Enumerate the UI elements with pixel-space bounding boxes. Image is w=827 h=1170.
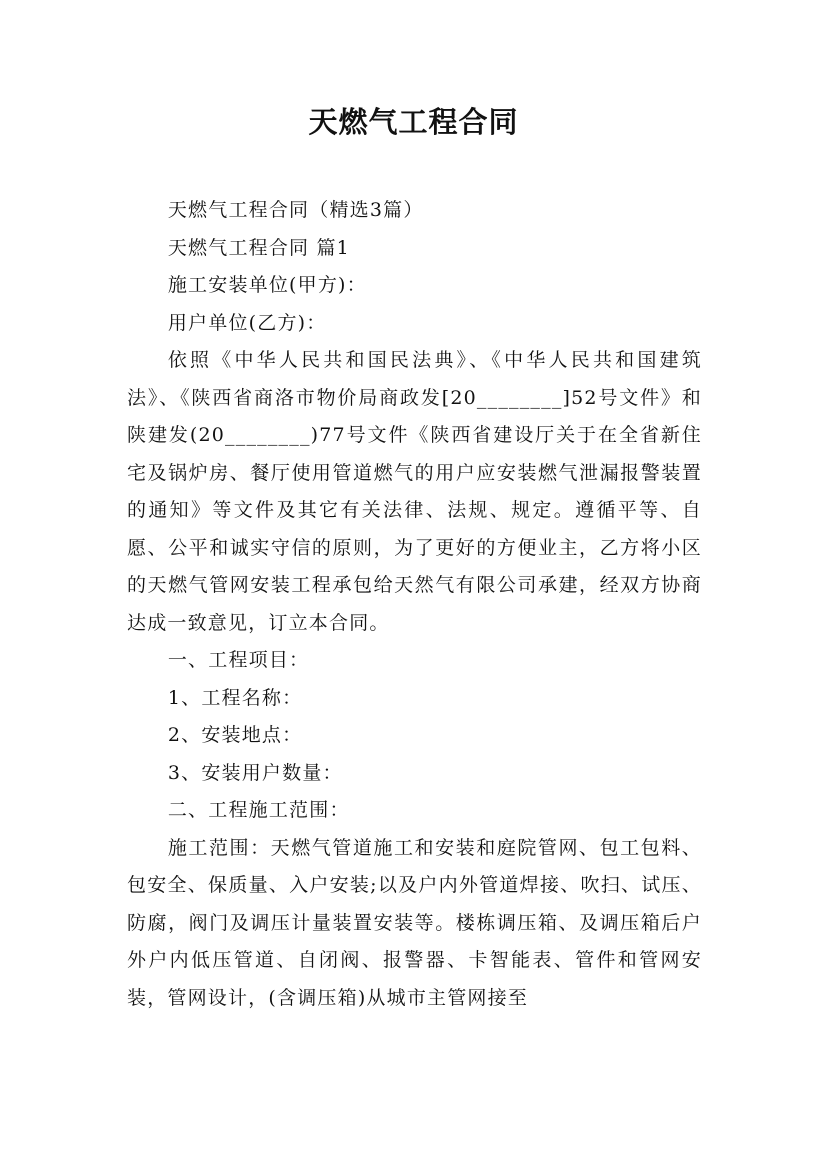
paragraph-preamble: 依照《中华人民共和国民法典》、《中华人民共和国建筑法》、《陕西省商洛市物价局商政发[20________]52号文件》和陕建发(20________)77号文件《陕西省建设厅关于在全省新住宅及锅炉房、餐厅使用管道燃气的用户应安装燃气泄漏报警装置的通知》等文件及其它有关法律、法规、规定。遵循平等、自愿、公平和诚实守信的原则，为了更好的方便业主，乙方将小区的天燃气管网安装工程承包给天然气有限公司承建，经双方协商达成一致意见，订立本合同。 bbox=[127, 349, 702, 634]
paragraph-party-b: 用户单位(乙方)： bbox=[167, 311, 327, 334]
document-body bbox=[127, 192, 702, 1017]
paragraph-clause-2-heading: 二、工程施工范围： bbox=[167, 799, 350, 821]
paragraph-section-heading: 天燃气工程合同 篇1 bbox=[167, 236, 350, 259]
paragraph-clause-1-heading: 一、工程项目： bbox=[167, 649, 310, 671]
paragraph-project-name: 1、工程名称： bbox=[167, 686, 303, 709]
document-title: 天燃气工程合同 bbox=[308, 105, 519, 139]
paragraph-install-location: 2、安装地点： bbox=[167, 724, 303, 746]
paragraph-party-a: 施工安装单位(甲方)： bbox=[167, 274, 367, 296]
paragraph-construction-scope: 施工范围：天燃气管道施工和安装和庭院管网、包工包料、包安全、保质量、入户安装;以及户内外管道焊接、吹扫、试压、防腐，阀门及调压计量装置安装等。楼栋调压箱、及调压箱后户外户内低压管道、自闭阀、报警器、卡智能表、管件和管网安装，管网设计，(含调压箱)从城市主管网接至 bbox=[127, 836, 702, 1009]
paragraph-user-count: 3、安装用户数量： bbox=[167, 761, 343, 784]
paragraph-subtitle: 天燃气工程合同（精选3篇） bbox=[167, 199, 424, 221]
